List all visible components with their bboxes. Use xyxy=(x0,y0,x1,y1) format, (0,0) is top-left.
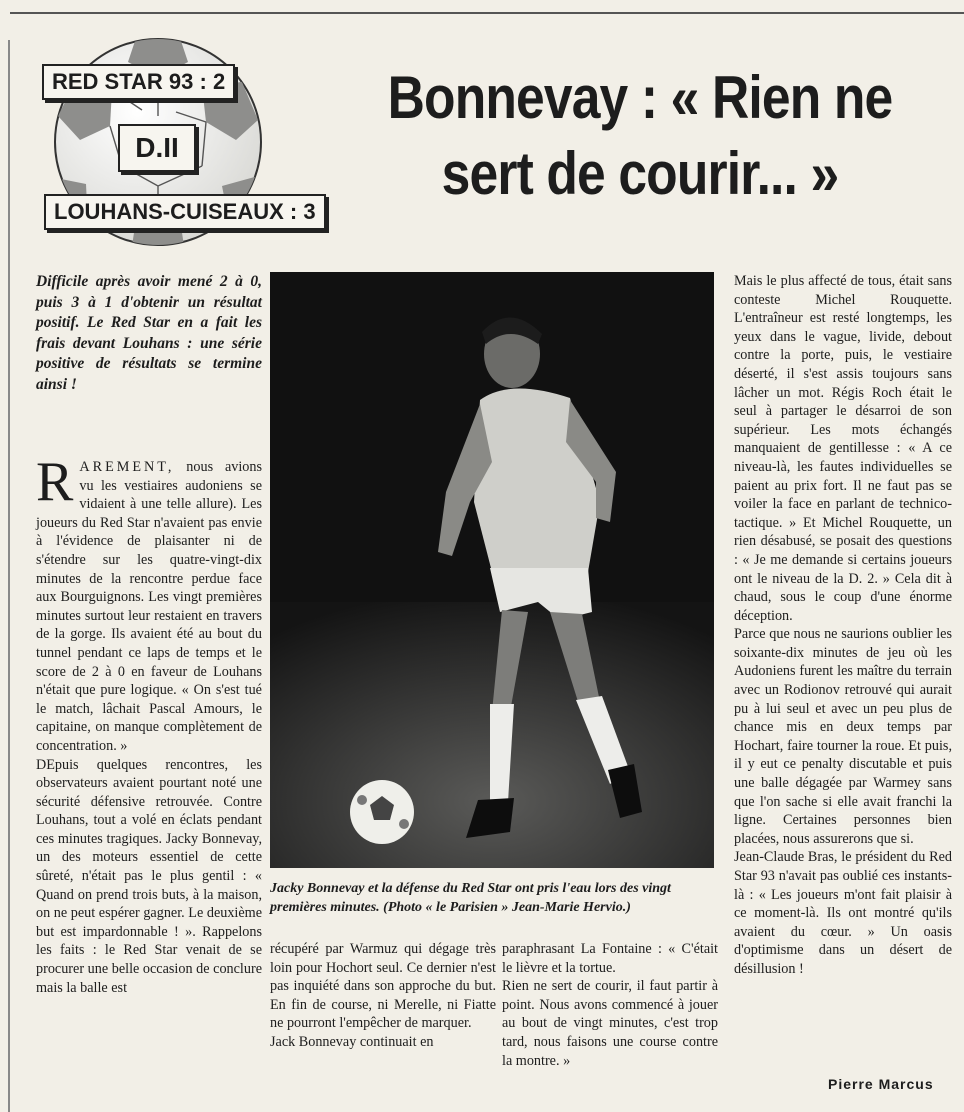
article-column-4 xyxy=(734,272,952,979)
left-rule xyxy=(8,40,10,1112)
home-score-label: RED STAR 93 : 2 xyxy=(42,64,235,100)
paragraph: DEpuis quelques rencontres, les observateurs avaient pourtant noté une sécurité défensive retrouvée. Contre Louhans, tout a volé en éclats pendant ces minutes tragiques. Jacky Bonnevay, un des moteurs essentiel de cette sûreté, n'était pas le plus gentil : « Quand on prend trois buts, à la maison, on ne peut espérer gagner. Le deuxième but est impardonnable ! ». Rappelons les faits : le Red Star venait de se procurer une belle occasion de conclure mais la balle est xyxy=(36,756,262,996)
article-column-2 xyxy=(270,940,496,1052)
headline-line-1: Bonnevay : « Rien ne xyxy=(387,64,893,131)
paragraph: paraphrasant La Fontaine : « C'était le lièvre et la tortue. xyxy=(502,941,718,976)
headline-line-2: sert de courir... » xyxy=(441,140,839,207)
byline: Pierre Marcus xyxy=(828,1076,934,1092)
paragraph: Parce que nous ne saurions oublier les soixante-dix minutes de jeu où les Audoniens furent les maître du terrain avec un Rodionov retrouvé qui aurait pu à lui seul et avec un peu plus de chance mis en deux temps par Hochart, faire tourner la roue. Et puis, il y eut ce penalty discutable et puis une balle dégagée par Warmey sans que l'on sache si elle avait franchi la ligne. Certaines personnes bien placées, nous assurerons que si. xyxy=(734,626,952,847)
top-rule xyxy=(10,12,964,14)
photo-caption: Jacky Bonnevay et la défense du Red Star ont pris l'eau lors des vingt premières minutes. (Photo « le Parisien » Jean-Marie Hervio.) xyxy=(270,881,671,915)
division-label: D.II xyxy=(118,124,196,172)
paragraph xyxy=(36,451,262,756)
away-score-label: LOUHANS-CUISEAUX : 3 xyxy=(44,194,326,230)
headline xyxy=(365,60,915,212)
paragraph: Mais le plus affecté de tous, était sans conteste Michel Rouquette. L'entraîneur est resté longtemps, les yeux dans le vague, livide, debout contre la porte, puis, le vestiaire déserté, il s'est assis toujours sans lâcher un mot. Régis Roch était le seul à partager le désarroi de son supérieur. Les mots échangés manquaient de gentillesse : « A ce niveau-là, les fautes individuelles se paient au prix fort. Il ne faut pas se voiler la face en parlant de technico-tactique. » Et Michel Rouquette, un rien désabusé, se posait des questions : « Je me demande si certains joueurs ont le niveau de la D. 2. » Cela dit à chaud, sous le coup d'une énorme déception. xyxy=(734,273,952,624)
player-photo xyxy=(270,272,714,868)
paragraph: Rien ne sert de courir, il faut partir à point. Nous avons commencé à jouer au bout de vingt minutes, c'est trop tard, nous faisons une course contre la montre. » xyxy=(502,978,718,1069)
paragraph: Jack Bonnevay continuait en xyxy=(270,1033,434,1050)
paragraph-text: nous avions vu les vestiaires audoniens se vidaient à une telle allure). Les joueurs du Red Star n'avaient pas envie à l'évidence de plaisanter ni de s'étendre sur les quatre-vingt-dix minutes de la rencontre perdue face aux Bourguignons. Les vingt premières minutes surtout leur restaient en travers de la gorge. Ils avaient été au bout du tunnel pendant ce laps de temps et le score de 2 à 0 en faveur de Louhans n'était que pure logique. « On s'est tué le match, lâchait Pascal Amours, le capitaine, on manque complètement de concentration. » xyxy=(36,459,262,754)
drop-cap: R xyxy=(36,451,74,513)
lead-word: AREMENT, xyxy=(79,459,175,475)
paragraph: Jean-Claude Bras, le président du Red Star 93 n'avait pas oublié ces instants-là : « Les joueurs m'ont fait plaisir à ce moment-là. Ils ont montré qu'ils avaient du cœur. » Un oasis d'optimisme dans un désert de désillusion ! xyxy=(734,849,952,977)
paragraph: récupéré par Warmuz qui dégage très loin pour Hochort seul. Ce dernier n'est pas inquiété dans son approche du but. En fin de course, ni Merelle, ni Fiatte ne pourront l'empêcher de marquer. xyxy=(270,941,496,1032)
intro-paragraph: Difficile après avoir mené 2 à 0, puis 3 à 1 d'obtenir un résultat positif. Le Red Star en a fait les frais devant Louhans : une série positive de résultats se termine ainsi ! xyxy=(36,273,262,393)
article-column-3 xyxy=(502,940,718,1070)
photo-image xyxy=(270,272,714,868)
article-column-1 xyxy=(36,451,262,997)
